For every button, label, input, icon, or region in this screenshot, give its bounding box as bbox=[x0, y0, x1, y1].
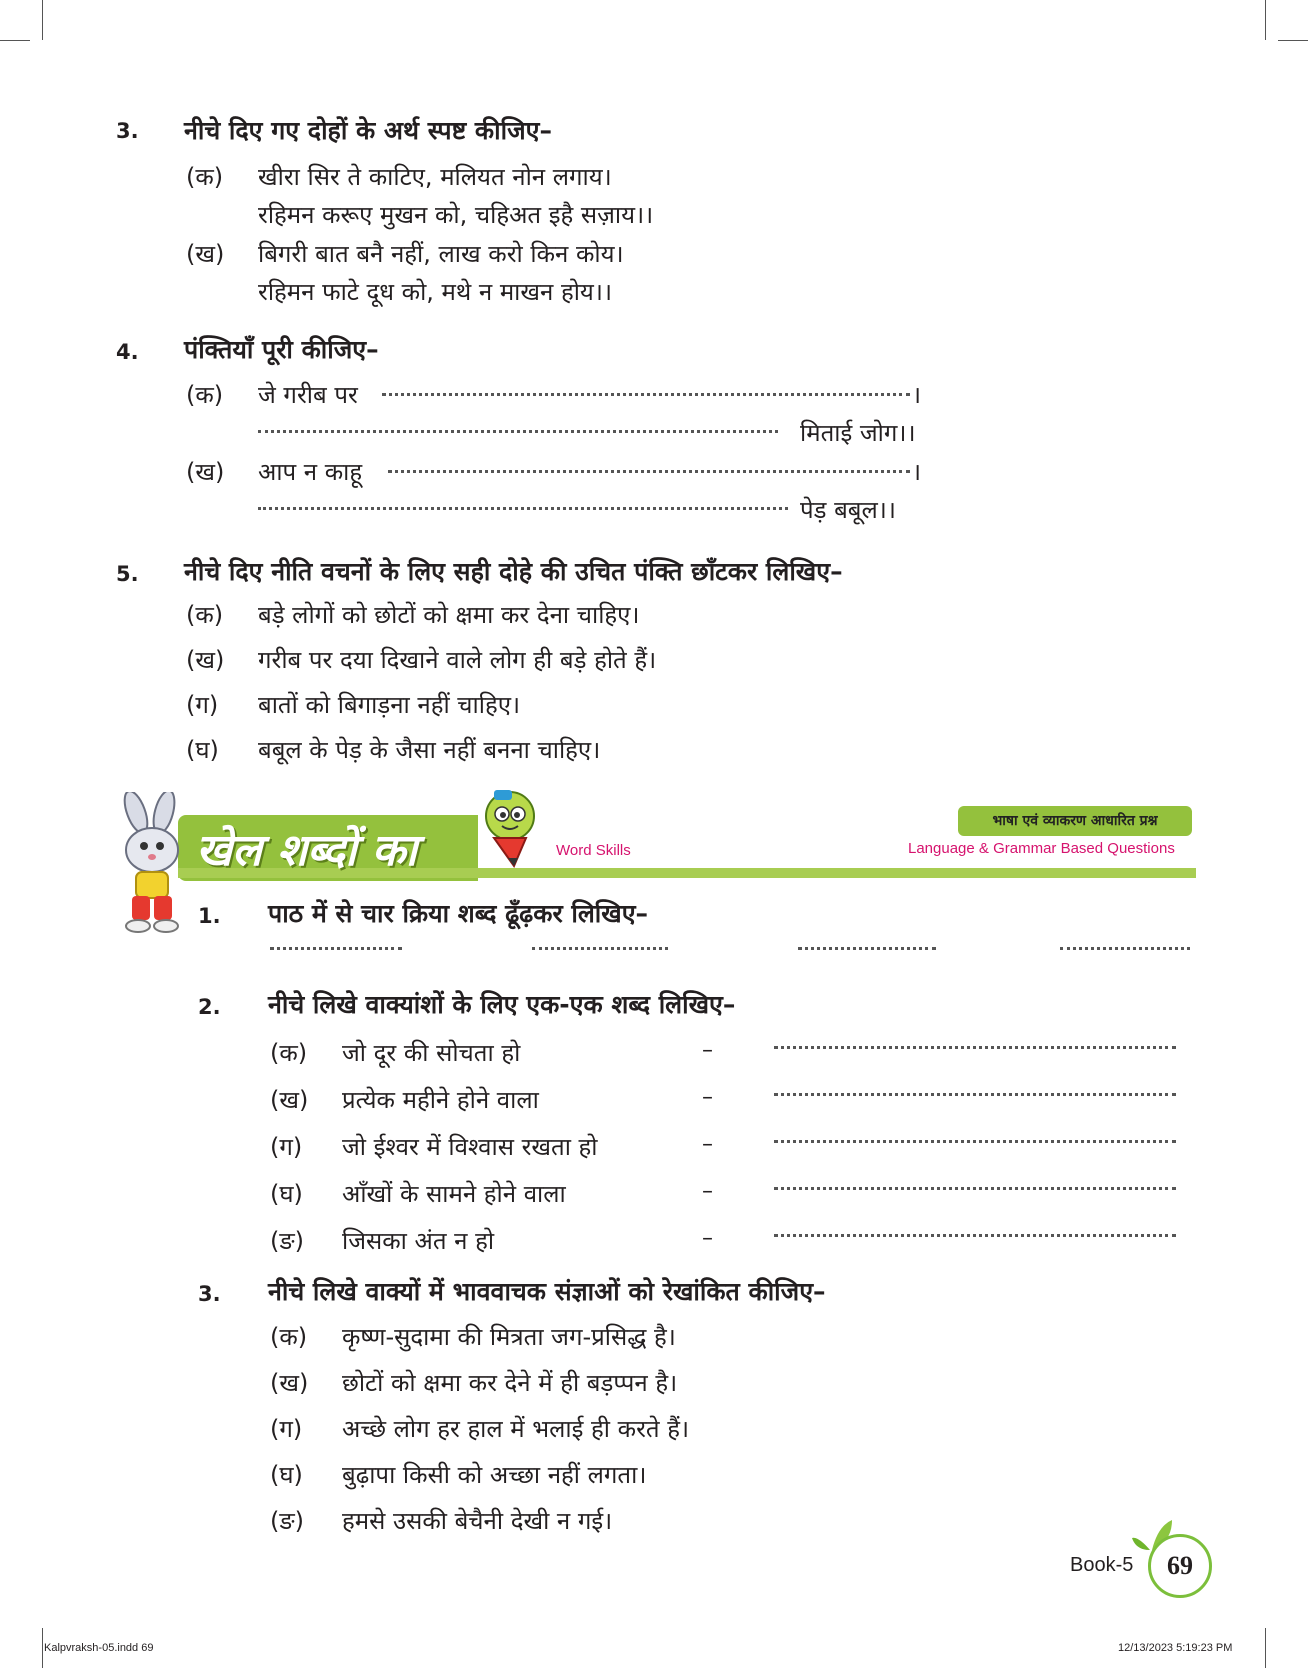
fill-blank[interactable] bbox=[382, 393, 910, 396]
q5-item-text: गरीब पर दया दिखाने वाले लोग ही बड़े होते हैं। bbox=[258, 646, 657, 674]
w1-number: 1. bbox=[198, 904, 221, 928]
answer-blank[interactable] bbox=[774, 1234, 1176, 1237]
answer-blank[interactable] bbox=[774, 1046, 1176, 1049]
crop-mark bbox=[42, 1628, 43, 1668]
crop-mark bbox=[1265, 1628, 1266, 1668]
answer-blank[interactable] bbox=[1060, 947, 1190, 950]
w2-dash: – bbox=[702, 1132, 713, 1157]
q4-line-end: मिताई जोग।। bbox=[800, 419, 916, 447]
w2-item-text: जो ईश्वर में विश्वास रखता हो bbox=[342, 1133, 598, 1161]
q5-item-text: बबूल के पेड़ के जैसा नहीं बनना चाहिए। bbox=[258, 736, 601, 764]
crop-mark bbox=[0, 40, 30, 41]
q4-line-end: । bbox=[912, 458, 922, 486]
w2-item-label: (घ) bbox=[270, 1180, 303, 1208]
w1-title: पाठ में से चार क्रिया शब्द ढूँढ़कर लिखिए– bbox=[268, 899, 649, 928]
book-label: Book-5 bbox=[1070, 1554, 1134, 1576]
q5-title: नीचे दिए नीति वचनों के लिए सही दोहे की उचित पंक्ति छाँटकर लिखिए– bbox=[184, 557, 843, 586]
q4-title: पंक्तियाँ पूरी कीजिए– bbox=[184, 335, 379, 364]
q4-line-start: जे गरीब पर bbox=[258, 381, 358, 409]
q4-line-end: पेड़ बबूल।। bbox=[800, 496, 896, 524]
w2-dash: – bbox=[702, 1085, 713, 1110]
w2-dash: – bbox=[702, 1179, 713, 1204]
page-number: 69 bbox=[1148, 1534, 1212, 1598]
answer-blank[interactable] bbox=[798, 947, 936, 950]
w3-item-text: कृष्ण-सुदामा की मित्रता जग-प्रसिद्ध है। bbox=[342, 1323, 676, 1351]
fill-blank[interactable] bbox=[258, 430, 778, 433]
q5-item-label: (घ) bbox=[186, 736, 219, 764]
w3-item-text: अच्छे लोग हर हाल में भलाई ही करते हैं। bbox=[342, 1415, 690, 1443]
section-badge-english: Language & Grammar Based Questions bbox=[908, 840, 1175, 857]
w3-item-text: बुढ़ापा किसी को अच्छा नहीं लगता। bbox=[342, 1461, 647, 1489]
q4-line-start: आप न काहू bbox=[258, 458, 363, 486]
pencil-mascot-icon bbox=[474, 786, 550, 872]
q5-number: 5. bbox=[116, 562, 139, 586]
q5-item-label: (ख) bbox=[186, 646, 225, 674]
w3-number: 3. bbox=[198, 1282, 221, 1306]
file-slug: Kalpvraksh-05.indd 69 bbox=[44, 1642, 154, 1654]
q5-item-text: बड़े लोगों को छोटों को क्षमा कर देना चाहिए। bbox=[258, 601, 640, 629]
q5-item-label: (ग) bbox=[186, 691, 219, 719]
rabbit-mascot-icon bbox=[108, 792, 200, 936]
w2-item-text: जो दूर की सोचता हो bbox=[342, 1039, 521, 1067]
answer-blank[interactable] bbox=[774, 1187, 1176, 1190]
w3-item-label: (ङ) bbox=[270, 1507, 305, 1535]
crop-mark bbox=[42, 0, 43, 40]
crop-mark bbox=[1278, 40, 1308, 41]
w2-item-text: आँखों के सामने होने वाला bbox=[342, 1180, 566, 1208]
crop-mark bbox=[1265, 0, 1266, 40]
answer-blank[interactable] bbox=[774, 1093, 1176, 1096]
w2-item-label: (क) bbox=[270, 1039, 308, 1067]
section-subtitle: Word Skills bbox=[556, 842, 631, 859]
w2-item-text: जिसका अंत न हो bbox=[342, 1227, 495, 1255]
answer-blank[interactable] bbox=[532, 947, 668, 950]
q3-item-label: (क) bbox=[186, 163, 224, 191]
w3-title: नीचे लिखे वाक्यों में भाववाचक संज्ञाओं को रेखांकित कीजिए– bbox=[268, 1277, 826, 1306]
fill-blank[interactable] bbox=[258, 507, 788, 510]
print-datetime: 12/13/2023 5:19:23 PM bbox=[1118, 1642, 1233, 1654]
q3-couplet-line: रहिमन फाटे दूध को, मथे न माखन होय।। bbox=[258, 278, 613, 306]
w2-item-text: प्रत्येक महीने होने वाला bbox=[342, 1086, 539, 1114]
q4-number: 4. bbox=[116, 340, 139, 364]
section-title: खेल शब्दों का bbox=[196, 825, 417, 876]
section-badge: भाषा एवं व्याकरण आधारित प्रश्न bbox=[958, 806, 1192, 836]
q5-item-text: बातों को बिगाड़ना नहीं चाहिए। bbox=[258, 691, 521, 719]
q3-couplet-line: खीरा सिर ते काटिए, मलियत नोन लगाय। bbox=[258, 163, 612, 191]
w3-item-text: छोटों को क्षमा कर देने में ही बड़प्पन है। bbox=[342, 1369, 678, 1397]
fill-blank[interactable] bbox=[388, 470, 910, 473]
answer-blank[interactable] bbox=[270, 947, 402, 950]
q4-item-label: (क) bbox=[186, 381, 224, 409]
q3-couplet-line: रहिमन करूए मुखन को, चहिअत इहै सज़ाय।। bbox=[258, 201, 654, 229]
q3-couplet-line: बिगरी बात बनै नहीं, लाख करो किन कोय। bbox=[258, 240, 624, 268]
w2-number: 2. bbox=[198, 995, 221, 1019]
q4-item-label: (ख) bbox=[186, 458, 225, 486]
w3-item-label: (ग) bbox=[270, 1415, 303, 1443]
w3-item-label: (क) bbox=[270, 1323, 308, 1351]
answer-blank[interactable] bbox=[774, 1140, 1176, 1143]
q3-item-label: (ख) bbox=[186, 240, 225, 268]
w2-dash: – bbox=[702, 1226, 713, 1251]
w2-item-label: (ग) bbox=[270, 1133, 303, 1161]
q3-number: 3. bbox=[116, 119, 139, 143]
w2-item-label: (ङ) bbox=[270, 1227, 305, 1255]
q3-title: नीचे दिए गए दोहों के अर्थ स्पष्ट कीजिए– bbox=[184, 116, 552, 145]
w3-item-label: (घ) bbox=[270, 1461, 303, 1489]
w3-item-label: (ख) bbox=[270, 1369, 309, 1397]
q4-line-end: । bbox=[912, 381, 922, 409]
w2-title: नीचे लिखे वाक्यांशों के लिए एक-एक शब्द लिखिए– bbox=[268, 990, 736, 1019]
w3-item-text: हमसे उसकी बेचैनी देखी न गई। bbox=[342, 1507, 613, 1535]
q5-item-label: (क) bbox=[186, 601, 224, 629]
w2-item-label: (ख) bbox=[270, 1086, 309, 1114]
w2-dash: – bbox=[702, 1038, 713, 1063]
